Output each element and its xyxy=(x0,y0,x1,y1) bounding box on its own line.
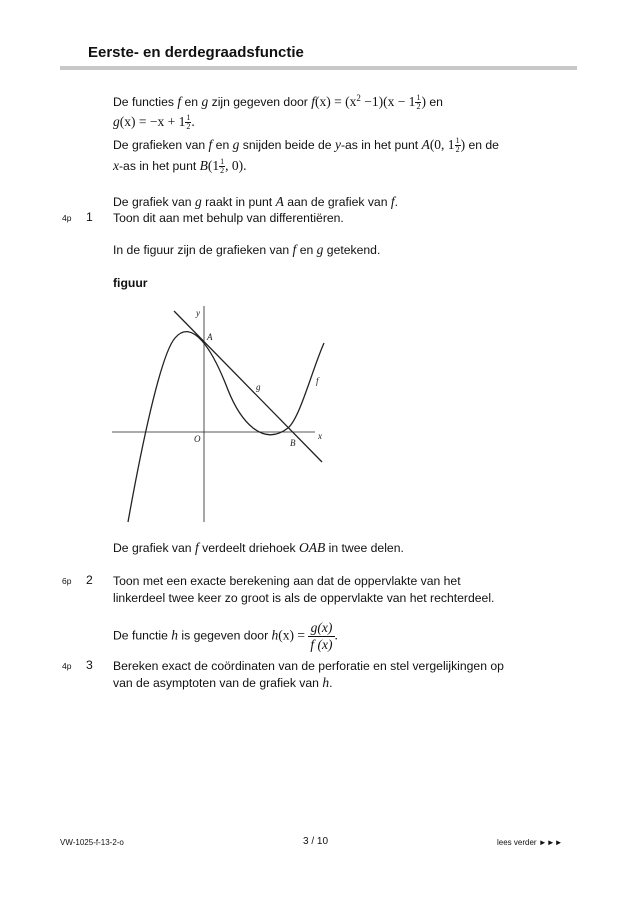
curve-f xyxy=(128,332,324,522)
figure-label: figuur xyxy=(113,276,148,290)
intro-line-3: De grafieken van f en g snijden beide de y-as in het punt A(0, 1 $\frac{1}{2}$ ) en de xyxy=(113,136,499,155)
label-y: y xyxy=(196,308,200,318)
intro-line-4: x-as in het punt B(1 $\frac{1}{2}$ , 0). xyxy=(113,157,247,176)
intro-line-2: g(x) = −x + 1 $\frac{1}{2}$ . xyxy=(113,113,195,132)
question-number: 3 xyxy=(86,658,93,672)
fraction-half: $\frac{1}{2}$ xyxy=(220,157,225,176)
question-points: 4p xyxy=(62,213,72,223)
label-B: B xyxy=(290,438,296,448)
question-number: 1 xyxy=(86,210,93,224)
label-A: A xyxy=(207,332,213,342)
fraction-h: $\frac{g(x)}{f (x)}$ xyxy=(310,620,333,652)
page-number: 3 / 10 xyxy=(303,836,329,847)
question-3-line-1: Bereken exact de coördinaten van de perforatie en stel vergelijkingen op xyxy=(113,659,504,673)
question-points: 6p xyxy=(62,576,72,586)
question-2-line-1: Toon met een exacte berekening aan dat de oppervlakte van het xyxy=(113,574,461,588)
question-points: 4p xyxy=(62,661,72,671)
question-number: 2 xyxy=(86,573,93,587)
intro-line-1: De functies f en g zijn gegeven door $f(x) = (x^2 -1)(x - 1$ $\frac{1}{2}$ ) en xyxy=(113,93,443,112)
label-x: x xyxy=(318,431,322,441)
figure-intro: In de figuur zijn de grafieken van f en g getekend. xyxy=(113,242,381,257)
footer-code: VW-1025-f-13-2-o xyxy=(60,838,124,847)
question-1-text: Toon dit aan met behulp van differentiëren. xyxy=(113,211,344,225)
function-h-definition: De functie h is gegeven door h(x) = $\frac{g(x)}{f (x)}$ . xyxy=(113,620,338,652)
fraction-half: $\frac{1}{2}$ xyxy=(186,113,191,132)
fraction-half: $\frac{1}{2}$ xyxy=(455,136,460,155)
tangent-statement: De grafiek van g raakt in punt A aan de grafiek van f. xyxy=(113,194,399,209)
label-O: O xyxy=(194,434,201,444)
next-page-indicator: lees verder ►►► xyxy=(497,838,563,847)
label-f: f xyxy=(316,376,319,386)
fraction-half: $\frac{1}{2}$ xyxy=(416,93,421,112)
triangle-statement: De grafiek van f verdeelt driehoek OAB in twee delen. xyxy=(113,540,404,555)
question-3-line-2: van de asymptoten van de grafiek van h. xyxy=(113,675,333,690)
page-title: Eerste- en derdegraadsfunctie xyxy=(88,44,304,61)
label-g: g xyxy=(256,382,261,392)
question-2-line-2: linkerdeel twee keer zo groot is als de oppervlakte van het rechterdeel. xyxy=(113,591,495,605)
